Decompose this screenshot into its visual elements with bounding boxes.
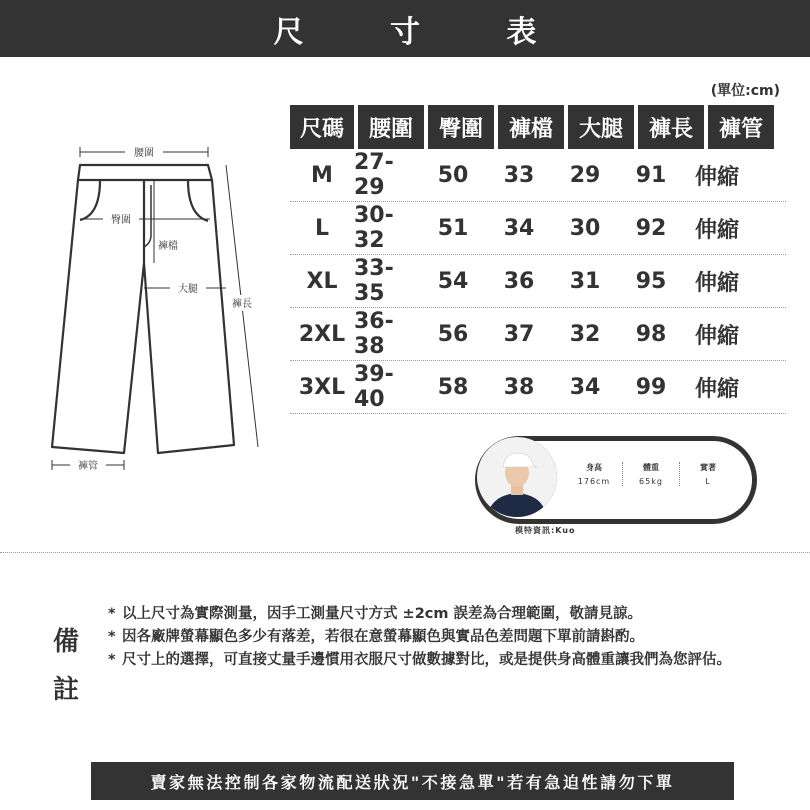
- cell-hip: 54: [437, 268, 469, 294]
- cell-hip: 58: [437, 374, 469, 400]
- cell-hem: 伸縮: [694, 270, 739, 296]
- cell-hem: 伸縮: [694, 217, 739, 243]
- stat-label: 實著: [700, 463, 716, 472]
- cell-size: XL: [306, 268, 338, 294]
- cell-rise: 37: [503, 321, 535, 347]
- cell-thigh: 31: [569, 268, 601, 294]
- cell-thigh: 34: [569, 374, 601, 400]
- cell-length: 95: [635, 268, 667, 294]
- header-rise: 褲檔: [498, 105, 564, 149]
- left-pocket: [80, 180, 100, 220]
- title-bar: [0, 0, 810, 57]
- cell-hem: 伸縮: [694, 323, 739, 349]
- model-stat-size: [680, 462, 736, 486]
- model-caption: 模特資訊:Kuo: [515, 526, 576, 535]
- bullet-star-icon: *: [108, 652, 116, 668]
- cell-thigh: 32: [569, 321, 601, 347]
- note-item: [108, 626, 788, 649]
- note-text: 因各廠牌螢幕顯色多少有落差，若很在意螢幕顯色與實品色差問題下單前請斟酌。: [122, 629, 644, 645]
- cell-hem: 伸縮: [694, 164, 739, 190]
- cell-waist: 39-40: [354, 362, 394, 412]
- model-stats: [566, 462, 736, 486]
- notes-list: [108, 603, 788, 672]
- model-stat-height: [566, 462, 623, 486]
- table-row: [290, 255, 786, 308]
- note-text: 以上尺寸為實際測量，因手工測量尺寸方式 ±2cm 誤差為合理範圍，敬請見諒。: [122, 606, 643, 622]
- stat-value: L: [705, 477, 711, 486]
- cell-thigh: 29: [569, 162, 601, 188]
- thigh-label: 大腿: [178, 284, 198, 295]
- footer-bar: [91, 762, 734, 800]
- note-item: [108, 649, 768, 672]
- pants-diagram: [40, 135, 270, 475]
- cell-size: 3XL: [298, 374, 346, 400]
- table-row: [290, 202, 786, 255]
- unit-label: (單位:cm): [710, 83, 780, 99]
- cell-rise: 38: [503, 374, 535, 400]
- table-row: [290, 308, 786, 361]
- header-length: 褲長: [638, 105, 704, 149]
- footer-text: 賣家無法控制各家物流配送狀況"不接急單"若有急迫性請勿下單: [150, 772, 675, 792]
- waist-label: 腰圍: [134, 148, 154, 159]
- header-hip: 臀圍: [428, 105, 494, 149]
- cell-waist: 33-35: [354, 256, 394, 306]
- cell-thigh: 30: [569, 215, 601, 241]
- notes-label-char: 註: [52, 675, 79, 705]
- cell-waist: 27-29: [354, 150, 394, 200]
- stat-label: 身高: [586, 463, 602, 472]
- notes-label-char: 備: [52, 627, 79, 657]
- table-header-row: [290, 105, 786, 149]
- notes-label: [48, 618, 84, 714]
- cell-hip: 50: [437, 162, 469, 188]
- stat-value: 65kg: [639, 477, 663, 486]
- cell-length: 98: [635, 321, 667, 347]
- cell-rise: 36: [503, 268, 535, 294]
- stat-label: 體重: [643, 463, 659, 472]
- cell-hip: 56: [437, 321, 469, 347]
- hem-label: 褲管: [78, 461, 98, 472]
- model-stat-weight: [623, 462, 680, 486]
- section-divider: [0, 552, 810, 553]
- model-avatar: [477, 437, 557, 517]
- note-item: [108, 603, 788, 626]
- cell-size: M: [311, 162, 333, 188]
- cell-rise: 34: [503, 215, 535, 241]
- right-pocket: [188, 180, 208, 221]
- rise-label: 褲檔: [158, 241, 178, 252]
- cell-length: 99: [635, 374, 667, 400]
- cell-hem: 伸縮: [694, 376, 739, 402]
- header-waist: 腰圍: [358, 105, 424, 149]
- header-hem: 褲管: [708, 105, 774, 149]
- header-thigh: 大腿: [568, 105, 634, 149]
- size-table: [290, 105, 786, 414]
- page-title: 尺 寸 表: [273, 14, 575, 50]
- cell-rise: 33: [503, 162, 535, 188]
- cell-size: 2XL: [298, 321, 346, 347]
- cell-length: 91: [635, 162, 667, 188]
- table-row: [290, 149, 786, 202]
- cell-hip: 51: [437, 215, 469, 241]
- header-size: 尺碼: [290, 105, 354, 149]
- cell-waist: 30-32: [354, 203, 394, 253]
- note-text: 尺寸上的選擇，可直接丈量手邊慣用衣服尺寸做數據對比，或是提供身高體重讓我們為您評估。: [122, 652, 731, 668]
- cell-length: 92: [635, 215, 667, 241]
- cell-waist: 36-38: [354, 309, 394, 359]
- cell-size: L: [314, 215, 330, 241]
- table-row: [290, 361, 786, 414]
- bullet-star-icon: *: [108, 629, 116, 645]
- hip-label: 臀圍: [111, 215, 131, 226]
- bullet-star-icon: *: [108, 606, 116, 622]
- stat-value: 176cm: [577, 477, 611, 486]
- length-label: 褲長: [232, 299, 252, 310]
